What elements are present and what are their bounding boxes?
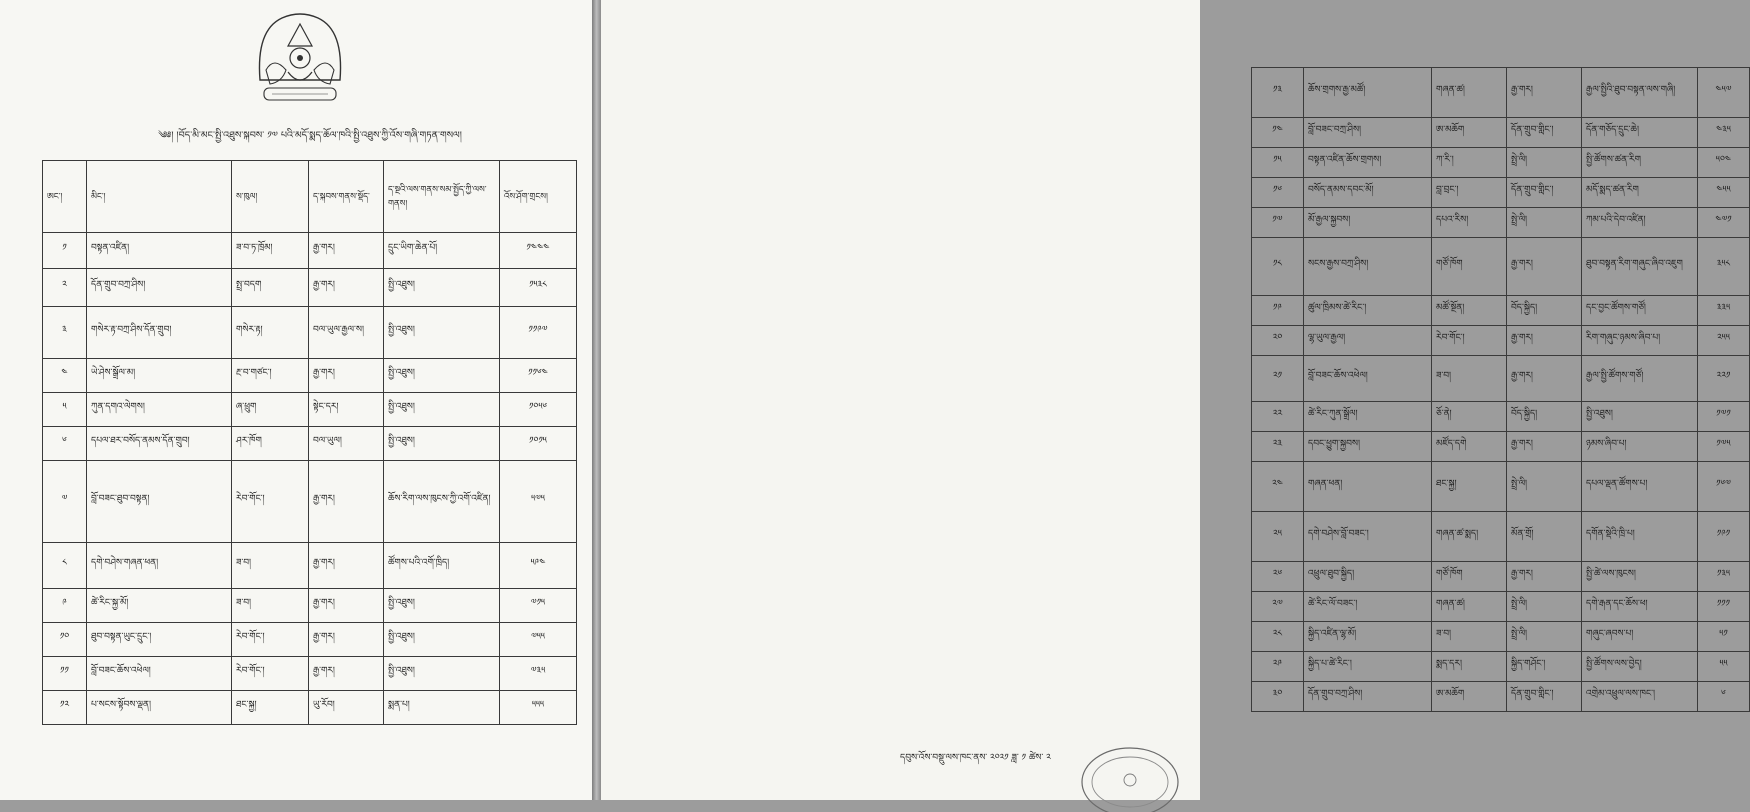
vote-count: ༡༧༥ xyxy=(1698,432,1750,462)
table-row xyxy=(43,359,577,393)
table-row xyxy=(1252,326,1750,356)
residence: སྤྲེ་ལི། xyxy=(1507,622,1582,652)
candidate-name: ཀུན་དགའ་ལེགས། xyxy=(87,393,232,427)
region: ཅོ་ནེ། xyxy=(1432,402,1507,432)
region: ཨ་མཆོག xyxy=(1432,118,1507,148)
region: སྨད་དར། xyxy=(1432,652,1507,682)
vote-count: ༥༡ xyxy=(1698,622,1750,652)
header-votes: འོས་ཤོག་གྲངས། xyxy=(500,161,577,233)
residence: རྒྱ་གར། xyxy=(1507,432,1582,462)
occupation: དགོན་སྡེའི་ཁྲི་པ། xyxy=(1582,512,1698,562)
candidate-name: པ་སངས་སྟོབས་ལྡན། xyxy=(87,691,232,725)
candidate-name: ཡེ་ཤེས་སྒྲོལ་མ། xyxy=(87,359,232,393)
results-table-right xyxy=(1251,67,1750,712)
candidate-name: དགེ་བཤེས་གཞན་ཕན། xyxy=(87,543,232,589)
vote-count: ༣༥༨ xyxy=(1698,238,1750,296)
residence: རྒྱ་གར། xyxy=(309,543,384,589)
candidate-name: ཐུབ་བསྟན་ཡུང་དྲུང་། xyxy=(87,623,232,657)
row-number: ༡༨ xyxy=(1252,238,1304,296)
residence: དོན་གྲུབ་གླིང་། xyxy=(1507,118,1582,148)
table-row xyxy=(43,589,577,623)
candidate-name: དཔལ་ཐར་བསོད་ནམས་དོན་གྲུབ། xyxy=(87,427,232,461)
vote-count: ༥༥ xyxy=(1698,652,1750,682)
occupation: རིག་གཞུང་ཉམས་ཞིབ་པ། xyxy=(1582,326,1698,356)
table-row xyxy=(43,307,577,359)
table-row xyxy=(1252,592,1750,622)
occupation: སྤྱི་ཚེ་ལས་ཁུངས། xyxy=(1582,562,1698,592)
row-number: ༣༠ xyxy=(1252,682,1304,712)
row-number: ༢༤ xyxy=(1252,462,1304,512)
vote-count: ༡༤༤༤ xyxy=(500,233,577,269)
residence: རྒྱ་གར། xyxy=(1507,356,1582,402)
occupation: སྤྱི་འཐུས། xyxy=(384,623,500,657)
vote-count: ༡༩༡ xyxy=(1698,512,1750,562)
header-occupation: ད་སྔའི་ལས་གནས་སམ་སྤྱོད་ཀྱི་ལས་གནས། xyxy=(384,161,500,233)
table-row xyxy=(1252,118,1750,148)
table-row xyxy=(1252,356,1750,402)
row-number: ༡༧ xyxy=(1252,208,1304,238)
candidate-name: ཚེ་རིང་ཀུན་སྒྲོལ། xyxy=(1304,402,1432,432)
region: ཟ་བ། xyxy=(232,543,309,589)
table-row xyxy=(1252,148,1750,178)
residence: བལ་ཡུལ་རྒྱལ་ས། xyxy=(309,307,384,359)
table-row xyxy=(1252,512,1750,562)
official-stamp-icon xyxy=(1070,742,1170,812)
table-row xyxy=(43,427,577,461)
residence: སྤྲེ་ལི། xyxy=(1507,208,1582,238)
residence: རྒྱ་གར། xyxy=(1507,562,1582,592)
region: རེབ་གོང་། xyxy=(1432,326,1507,356)
vote-count: ༡༣༥ xyxy=(1698,562,1750,592)
table-row xyxy=(43,233,577,269)
vote-count: ༤༧༡ xyxy=(1698,208,1750,238)
region: རྔ་བ་གཙང་། xyxy=(232,359,309,393)
residence: དོན་གྲུབ་གླིང་། xyxy=(1507,682,1582,712)
region: ཐང་སྐྱ། xyxy=(232,691,309,725)
candidate-name: སྐྱིད་པ་ཚེ་རིང་། xyxy=(1304,652,1432,682)
region: གཙོ་ཁོག xyxy=(1432,562,1507,592)
table-row xyxy=(1252,562,1750,592)
table-row xyxy=(43,393,577,427)
occupation: དང་བྱང་ཚོགས་གཙོ། xyxy=(1582,296,1698,326)
table-row xyxy=(1252,462,1750,512)
row-number: ༢༠ xyxy=(1252,326,1304,356)
book-gutter xyxy=(592,0,601,800)
table-header-row xyxy=(43,161,577,233)
residence: མོན་གྲོ། xyxy=(1507,512,1582,562)
row-number: ༢༦ xyxy=(1252,562,1304,592)
vote-count: ༧༡༥ xyxy=(500,589,577,623)
vote-count: ༡༠༡༥ xyxy=(500,427,577,461)
row-number: ༢༩ xyxy=(1252,652,1304,682)
row-number: ༢ xyxy=(43,269,87,307)
region: ཞ་ཕྲུག xyxy=(232,393,309,427)
candidate-name: བསོད་ནམས་དབང་མོ། xyxy=(1304,178,1432,208)
row-number: ༨ xyxy=(43,543,87,589)
candidate-name: གསེར་རྟ་བཀྲ་ཤིས་དོན་གྲུབ། xyxy=(87,307,232,359)
row-number: ༡ xyxy=(43,233,87,269)
candidate-name: བློ་བཟང་བཀྲ་ཤིས། xyxy=(1304,118,1432,148)
row-number: ༢༣ xyxy=(1252,432,1304,462)
occupation: སྤྱི་ཚོགས་ཚན་རིག xyxy=(1582,148,1698,178)
table-row xyxy=(43,461,577,543)
region: ཐང་སྐྱ། xyxy=(1432,462,1507,512)
occupation: ཀམ་པའི་དེབ་འཛིན། xyxy=(1582,208,1698,238)
region: གཞན་ཚ། xyxy=(1432,68,1507,118)
residence: རྒྱ་གར། xyxy=(1507,326,1582,356)
residence: བོད་སྐྱིད། xyxy=(1507,296,1582,326)
candidate-name: ཚེ་རིང་སྐྱ་མོ། xyxy=(87,589,232,623)
header-number: ཨང་། xyxy=(43,161,87,233)
right-page xyxy=(601,0,1732,800)
region: མཛོད་དགེ xyxy=(1432,432,1507,462)
vote-count: ༡༦༧ xyxy=(1698,462,1750,512)
row-number: ༡༣ xyxy=(1252,68,1304,118)
row-number: ༢༡ xyxy=(1252,356,1304,402)
occupation: གཞུང་ཞབས་པ། xyxy=(1582,622,1698,652)
region: གཞན་ཚ། xyxy=(1432,592,1507,622)
candidate-name: སངས་རྒྱས་བཀྲ་ཤིས། xyxy=(1304,238,1432,296)
row-number: ༡༦ xyxy=(1252,178,1304,208)
region: རེབ་གོང་། xyxy=(232,623,309,657)
occupation: དོན་གཅོད་དྲུང་ཆེ། xyxy=(1582,118,1698,148)
row-number: ༥ xyxy=(43,393,87,427)
candidate-name: བློ་བཟང་ཐུབ་བསྟན། xyxy=(87,461,232,543)
candidate-name: ཚེ་རིང་ལོ་བཟང་། xyxy=(1304,592,1432,622)
occupation: འགྲེམ་འཕྲུལ་ལས་ཁང་། xyxy=(1582,682,1698,712)
occupation: དྲུང་ཡིག་ཆེན་པོ། xyxy=(384,233,500,269)
occupation: སྤྱི་འཐུས། xyxy=(384,269,500,307)
occupation: དགེ་རྒན་དང་ཆོས་ཕ། xyxy=(1582,592,1698,622)
occupation: སྤྱི་ཚོགས་ལས་བྱེད། xyxy=(1582,652,1698,682)
region: སྤྲ་བདག xyxy=(232,269,309,307)
vote-count: ༡༡༡ xyxy=(1698,592,1750,622)
candidate-name: གཞན་ཕན། xyxy=(1304,462,1432,512)
occupation: ཐུབ་བསྟན་རིག་གཞུང་ཞིབ་འཇུག xyxy=(1582,238,1698,296)
residence: བལ་ཡུལ། xyxy=(309,427,384,461)
occupation: སྤྱི་འཐུས། xyxy=(1582,402,1698,432)
table-row xyxy=(1252,178,1750,208)
vote-count: ༡༧༡ xyxy=(1698,402,1750,432)
vote-count: ༥༧༥ xyxy=(500,461,577,543)
table-row xyxy=(1252,238,1750,296)
row-number: ༡༤ xyxy=(1252,118,1304,148)
table-row xyxy=(1252,208,1750,238)
row-number: ༢༢ xyxy=(1252,402,1304,432)
header-region: ས་ཁུལ། xyxy=(232,161,309,233)
table-row xyxy=(43,657,577,691)
candidate-name: བསྟན་འཛིན། xyxy=(87,233,232,269)
emblem-icon xyxy=(252,10,348,110)
candidate-name: ཚུལ་ཁྲིམས་ཚེ་རིང་། xyxy=(1304,296,1432,326)
table-row xyxy=(43,691,577,725)
candidate-name: མོ་རྒྱལ་སྐྱབས། xyxy=(1304,208,1432,238)
vote-count: ༣༣༥ xyxy=(1698,296,1750,326)
vote-count: ༢༢༡ xyxy=(1698,356,1750,402)
row-number: ༩ xyxy=(43,589,87,623)
vote-count: ༡༡༩༧ xyxy=(500,307,577,359)
residence: རྒྱ་གར། xyxy=(309,589,384,623)
vote-count: ༢༥༥ xyxy=(1698,326,1750,356)
row-number: ༡༥ xyxy=(1252,148,1304,178)
occupation: ཉམས་ཞིབ་པ། xyxy=(1582,432,1698,462)
residence: སྟེང་དར། xyxy=(309,393,384,427)
vote-count: ༤༥༥ xyxy=(1698,178,1750,208)
row-number: ༣ xyxy=(43,307,87,359)
vote-count: ༥༩༤ xyxy=(500,543,577,589)
occupation: སྤྱི་འཐུས། xyxy=(384,427,500,461)
candidate-name: འཕྲུལ་ཐུབ་སྐྱིད། xyxy=(1304,562,1432,592)
occupation: སྤྱི་འཐུས། xyxy=(384,393,500,427)
row-number: ༡༩ xyxy=(1252,296,1304,326)
residence: དོན་གྲུབ་གླིང་། xyxy=(1507,178,1582,208)
table-row xyxy=(1252,296,1750,326)
region: ཨ་མཆོག xyxy=(1432,682,1507,712)
region: ཀ་རི་། xyxy=(1432,148,1507,178)
region: ཟ་བ། xyxy=(232,589,309,623)
candidate-name: དོན་གྲུབ་བཀྲ་ཤིས། xyxy=(87,269,232,307)
issue-footer: དབུས་འོས་བསྡུ་ལས་ཁང་ནས་ ༢༠༢༡ ཟླ་ ༡ ཚེས་ ༢ xyxy=(900,753,1051,763)
candidate-name: དགེ་བཤེས་བློ་བཟང་། xyxy=(1304,512,1432,562)
region: རེབ་གོང་། xyxy=(232,461,309,543)
residence: རྒྱ་གར། xyxy=(309,233,384,269)
region: གསེར་རྟ། xyxy=(232,307,309,359)
occupation: ཚོགས་པའི་འགོ་ཁྲིད། xyxy=(384,543,500,589)
row-number: ༤ xyxy=(43,359,87,393)
residence: སྤྲེ་ལི། xyxy=(1507,148,1582,178)
table-row xyxy=(1252,652,1750,682)
table-row xyxy=(1252,68,1750,118)
candidate-name: བློ་བཟང་ཆོས་འཕེལ། xyxy=(1304,356,1432,402)
row-number: ༧ xyxy=(43,461,87,543)
vote-count: ༡༠༥༦ xyxy=(500,393,577,427)
row-number: ༢༨ xyxy=(1252,622,1304,652)
header-residence: ད་སྐབས་གནས་སྡོད་ xyxy=(309,161,384,233)
region: བླ་བྲང་། xyxy=(1432,178,1507,208)
residence: རྒྱ་གར། xyxy=(1507,68,1582,118)
document-title: ༄༅། །བོད་མི་མང་སྤྱི་འཐུས་སྐབས་ ༡༧ པའི་མདོ་སྨད་ཆོལ་ཁའི་སྤྱི་འཐུས་ཀྱི་འོས་གཞི་གཏན་གསལ། xyxy=(158,130,462,141)
residence: རྒྱ་གར། xyxy=(309,461,384,543)
residence: རྒྱ་གར། xyxy=(309,359,384,393)
table-row xyxy=(1252,432,1750,462)
results-table-left xyxy=(42,160,577,725)
residence: སྤྲེ་ལི། xyxy=(1507,592,1582,622)
header-name: མིང་། xyxy=(87,161,232,233)
vote-count: ༥༠༤ xyxy=(1698,148,1750,178)
residence: རྒྱ་གར། xyxy=(309,623,384,657)
region: ཤར་ཁོག xyxy=(232,427,309,461)
table-row xyxy=(43,623,577,657)
row-number: ༡༢ xyxy=(43,691,87,725)
vote-count: ༡༡༦༤ xyxy=(500,359,577,393)
table-row xyxy=(43,269,577,307)
vote-count: ༥༥༥ xyxy=(500,691,577,725)
occupation: དཔལ་ལྡན་ཚོགས་པ། xyxy=(1582,462,1698,512)
region: གཞན་ཚ་སྨད། xyxy=(1432,512,1507,562)
residence: སྐྱིད་གཤོང་། xyxy=(1507,652,1582,682)
occupation: སྤྱི་འཐུས། xyxy=(384,657,500,691)
table-row xyxy=(1252,622,1750,652)
occupation: མདོ་སྨད་ཚན་རིག xyxy=(1582,178,1698,208)
row-number: ༡༡ xyxy=(43,657,87,691)
candidate-name: བློ་བཟང་ཆོས་འཕེལ། xyxy=(87,657,232,691)
region: ཟ་བ་ཏ་ཁྲོམ། xyxy=(232,233,309,269)
occupation: སྤྱི་འཐུས། xyxy=(384,359,500,393)
occupation: སྤྱི་འཐུས། xyxy=(384,307,500,359)
vote-count: ༧༥༥ xyxy=(500,623,577,657)
occupation: རྒྱལ་སྤྱིའི་ཐུབ་བསྟན་ལས་གཞི། xyxy=(1582,68,1698,118)
row-number: ༢༧ xyxy=(1252,592,1304,622)
occupation: སྤྱི་འཐུས། xyxy=(384,589,500,623)
region: མཚོ་སྔོན། xyxy=(1432,296,1507,326)
occupation: ཆོས་རིག་ལས་ཁུངས་ཀྱི་འགོ་འཛིན། xyxy=(384,461,500,543)
candidate-name: སྐྱིད་འཛིན་ལྷ་མོ། xyxy=(1304,622,1432,652)
residence: སྤྲེ་ལི། xyxy=(1507,462,1582,512)
row-number: ༢༥ xyxy=(1252,512,1304,562)
vote-count: ༤༣༥ xyxy=(1698,118,1750,148)
occupation: སྨན་པ། xyxy=(384,691,500,725)
candidate-name: ཆོས་གྲགས་རྒྱ་མཚོ། xyxy=(1304,68,1432,118)
table-row xyxy=(1252,682,1750,712)
candidate-name: བསྟན་འཛིན་ཆོས་གྲགས། xyxy=(1304,148,1432,178)
row-number: ༦ xyxy=(43,427,87,461)
region: ཟ་བ། xyxy=(1432,356,1507,402)
row-number: ༡༠ xyxy=(43,623,87,657)
vote-count: ༦ xyxy=(1698,682,1750,712)
residence: ཡུ་རོབ། xyxy=(309,691,384,725)
candidate-name: དབང་ཕྱུག་སྐྱབས། xyxy=(1304,432,1432,462)
vote-count: ༡༥༣༨ xyxy=(500,269,577,307)
residence: རྒྱ་གར། xyxy=(309,657,384,691)
residence: རྒྱ་གར། xyxy=(1507,238,1582,296)
candidate-name: དོན་གྲུབ་བཀྲ་ཤིས། xyxy=(1304,682,1432,712)
region: དཔའ་རིས། xyxy=(1432,208,1507,238)
region: ཟ་བ། xyxy=(1432,622,1507,652)
table-row xyxy=(43,543,577,589)
residence: རྒྱ་གར། xyxy=(309,269,384,307)
region: གཙོ་ཁོག xyxy=(1432,238,1507,296)
table-row xyxy=(1252,402,1750,432)
region: རེབ་གོང་། xyxy=(232,657,309,691)
vote-count: ༤༥༧ xyxy=(1698,68,1750,118)
vote-count: ༧༣༥ xyxy=(500,657,577,691)
residence: བོད་སྐྱིད། xyxy=(1507,402,1582,432)
left-page xyxy=(0,0,592,800)
candidate-name: ལྷ་ཡུལ་རྒྱལ། xyxy=(1304,326,1432,356)
occupation: རྒྱལ་སྤྱི་ཚོགས་གཙོ། xyxy=(1582,356,1698,402)
